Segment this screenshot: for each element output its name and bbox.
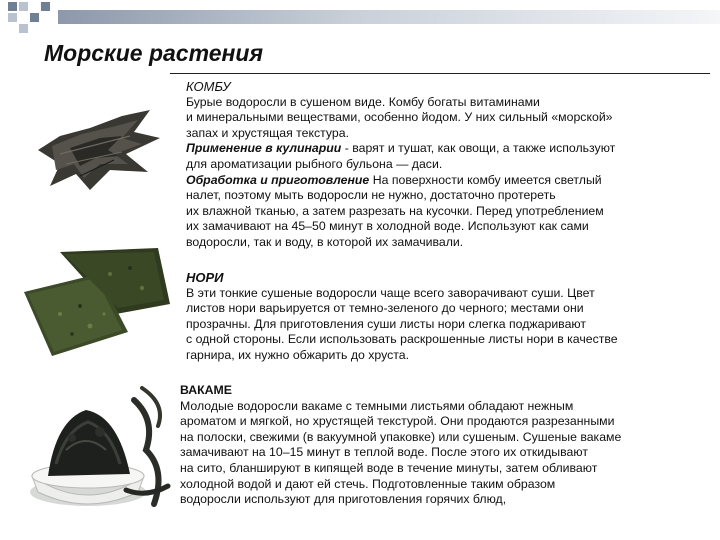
kombu-usage-line: для ароматизации рыбного бульона — даси. xyxy=(186,156,443,171)
wakame-text-line: замачивают на 10–15 минут в теплой воде. После этого их откидывают xyxy=(180,445,588,460)
kombu-text-line: запах и хрустящая текстура. xyxy=(186,125,350,140)
kombu-heading: КОМБУ xyxy=(186,79,231,94)
nori-text-line: В эти тонкие сушеные водоросли чаще всего заворачивают суши. Цвет xyxy=(186,285,595,300)
wakame-image xyxy=(26,380,176,520)
nori-text-line: прозрачны. Для приготовления суши листы нори слегка поджаривают xyxy=(186,316,587,331)
kombu-prep-line: их влажной тканью, а затем разрезать на кусочки. Перед употреблением xyxy=(186,203,604,218)
decor-square xyxy=(19,2,28,11)
kombu-text-line: и минеральными веществами, особенно йодом. У них сильный «морской» xyxy=(186,110,613,125)
wakame-text-line: на полоски, свежими (в вакуумной упаковке) или сушеным. Сушеные вакаме xyxy=(180,429,622,444)
nori-section xyxy=(186,270,618,364)
wakame-section xyxy=(180,383,621,508)
nori-heading: НОРИ xyxy=(186,270,224,285)
kombu-usage-line xyxy=(186,141,615,157)
wakame-text-line: Молодые водоросли вакаме с темными листьями обладают нежным xyxy=(180,398,574,413)
decor-square xyxy=(41,2,50,11)
kombu-prep-line: их замачивают на 45–50 минут в холодной воде. Используют как сами xyxy=(186,219,589,234)
kombu-text-line: Бурые водоросли в сушеном виде. Комбу богаты витаминами xyxy=(186,94,540,109)
wakame-text-line: водоросли используют для приготовления горячих блюд, xyxy=(180,492,507,507)
nori-text-line: с одной стороны. Если использовать раскрошенные листы нори в качестве xyxy=(186,332,618,347)
page-title: Морские растения xyxy=(44,40,263,66)
kombu-prep-line xyxy=(186,173,615,189)
nori-image xyxy=(20,244,180,364)
wakame-text-line: холодной водой и дают ей стечь. Подготовленные таким образом xyxy=(180,476,556,491)
kombu-prep-line: водоросли, так и воду, в которой их замачивали. xyxy=(186,234,464,249)
header-gradient-bar xyxy=(58,10,720,24)
kombu-prep-label: Обработка и приготовление xyxy=(186,172,370,187)
kombu-usage-label: Применение в кулинарии xyxy=(186,141,342,156)
kombu-section xyxy=(186,79,615,251)
wakame-heading: ВАКАМЕ xyxy=(180,383,232,397)
decor-square xyxy=(8,2,17,11)
kombu-prep-line: налет, поэтому мыть водоросли не нужно, достаточно протереть xyxy=(186,188,556,203)
decor-square xyxy=(8,13,17,22)
title-underline xyxy=(170,73,710,74)
nori-text-line: гарнира, их нужно обжарить до хруста. xyxy=(186,347,410,362)
kombu-image xyxy=(30,98,170,198)
wakame-text-line: ароматом и мягкой, но хрустящей текстурой. Они продаются разрезанными xyxy=(180,414,615,429)
nori-text-line: листов нори варьируется от темно-зеленого до черного; местами они xyxy=(186,301,584,316)
wakame-text-line: на сито, бланшируют в кипящей воде в течение минуты, затем обливают xyxy=(180,460,598,475)
decor-square xyxy=(19,24,28,33)
decor-square xyxy=(30,13,39,22)
kombu-usage-text: - варят и тушат, как овощи, а также используют xyxy=(341,141,616,156)
kombu-prep-text: На поверхности комбу имеется светлый xyxy=(369,172,602,187)
